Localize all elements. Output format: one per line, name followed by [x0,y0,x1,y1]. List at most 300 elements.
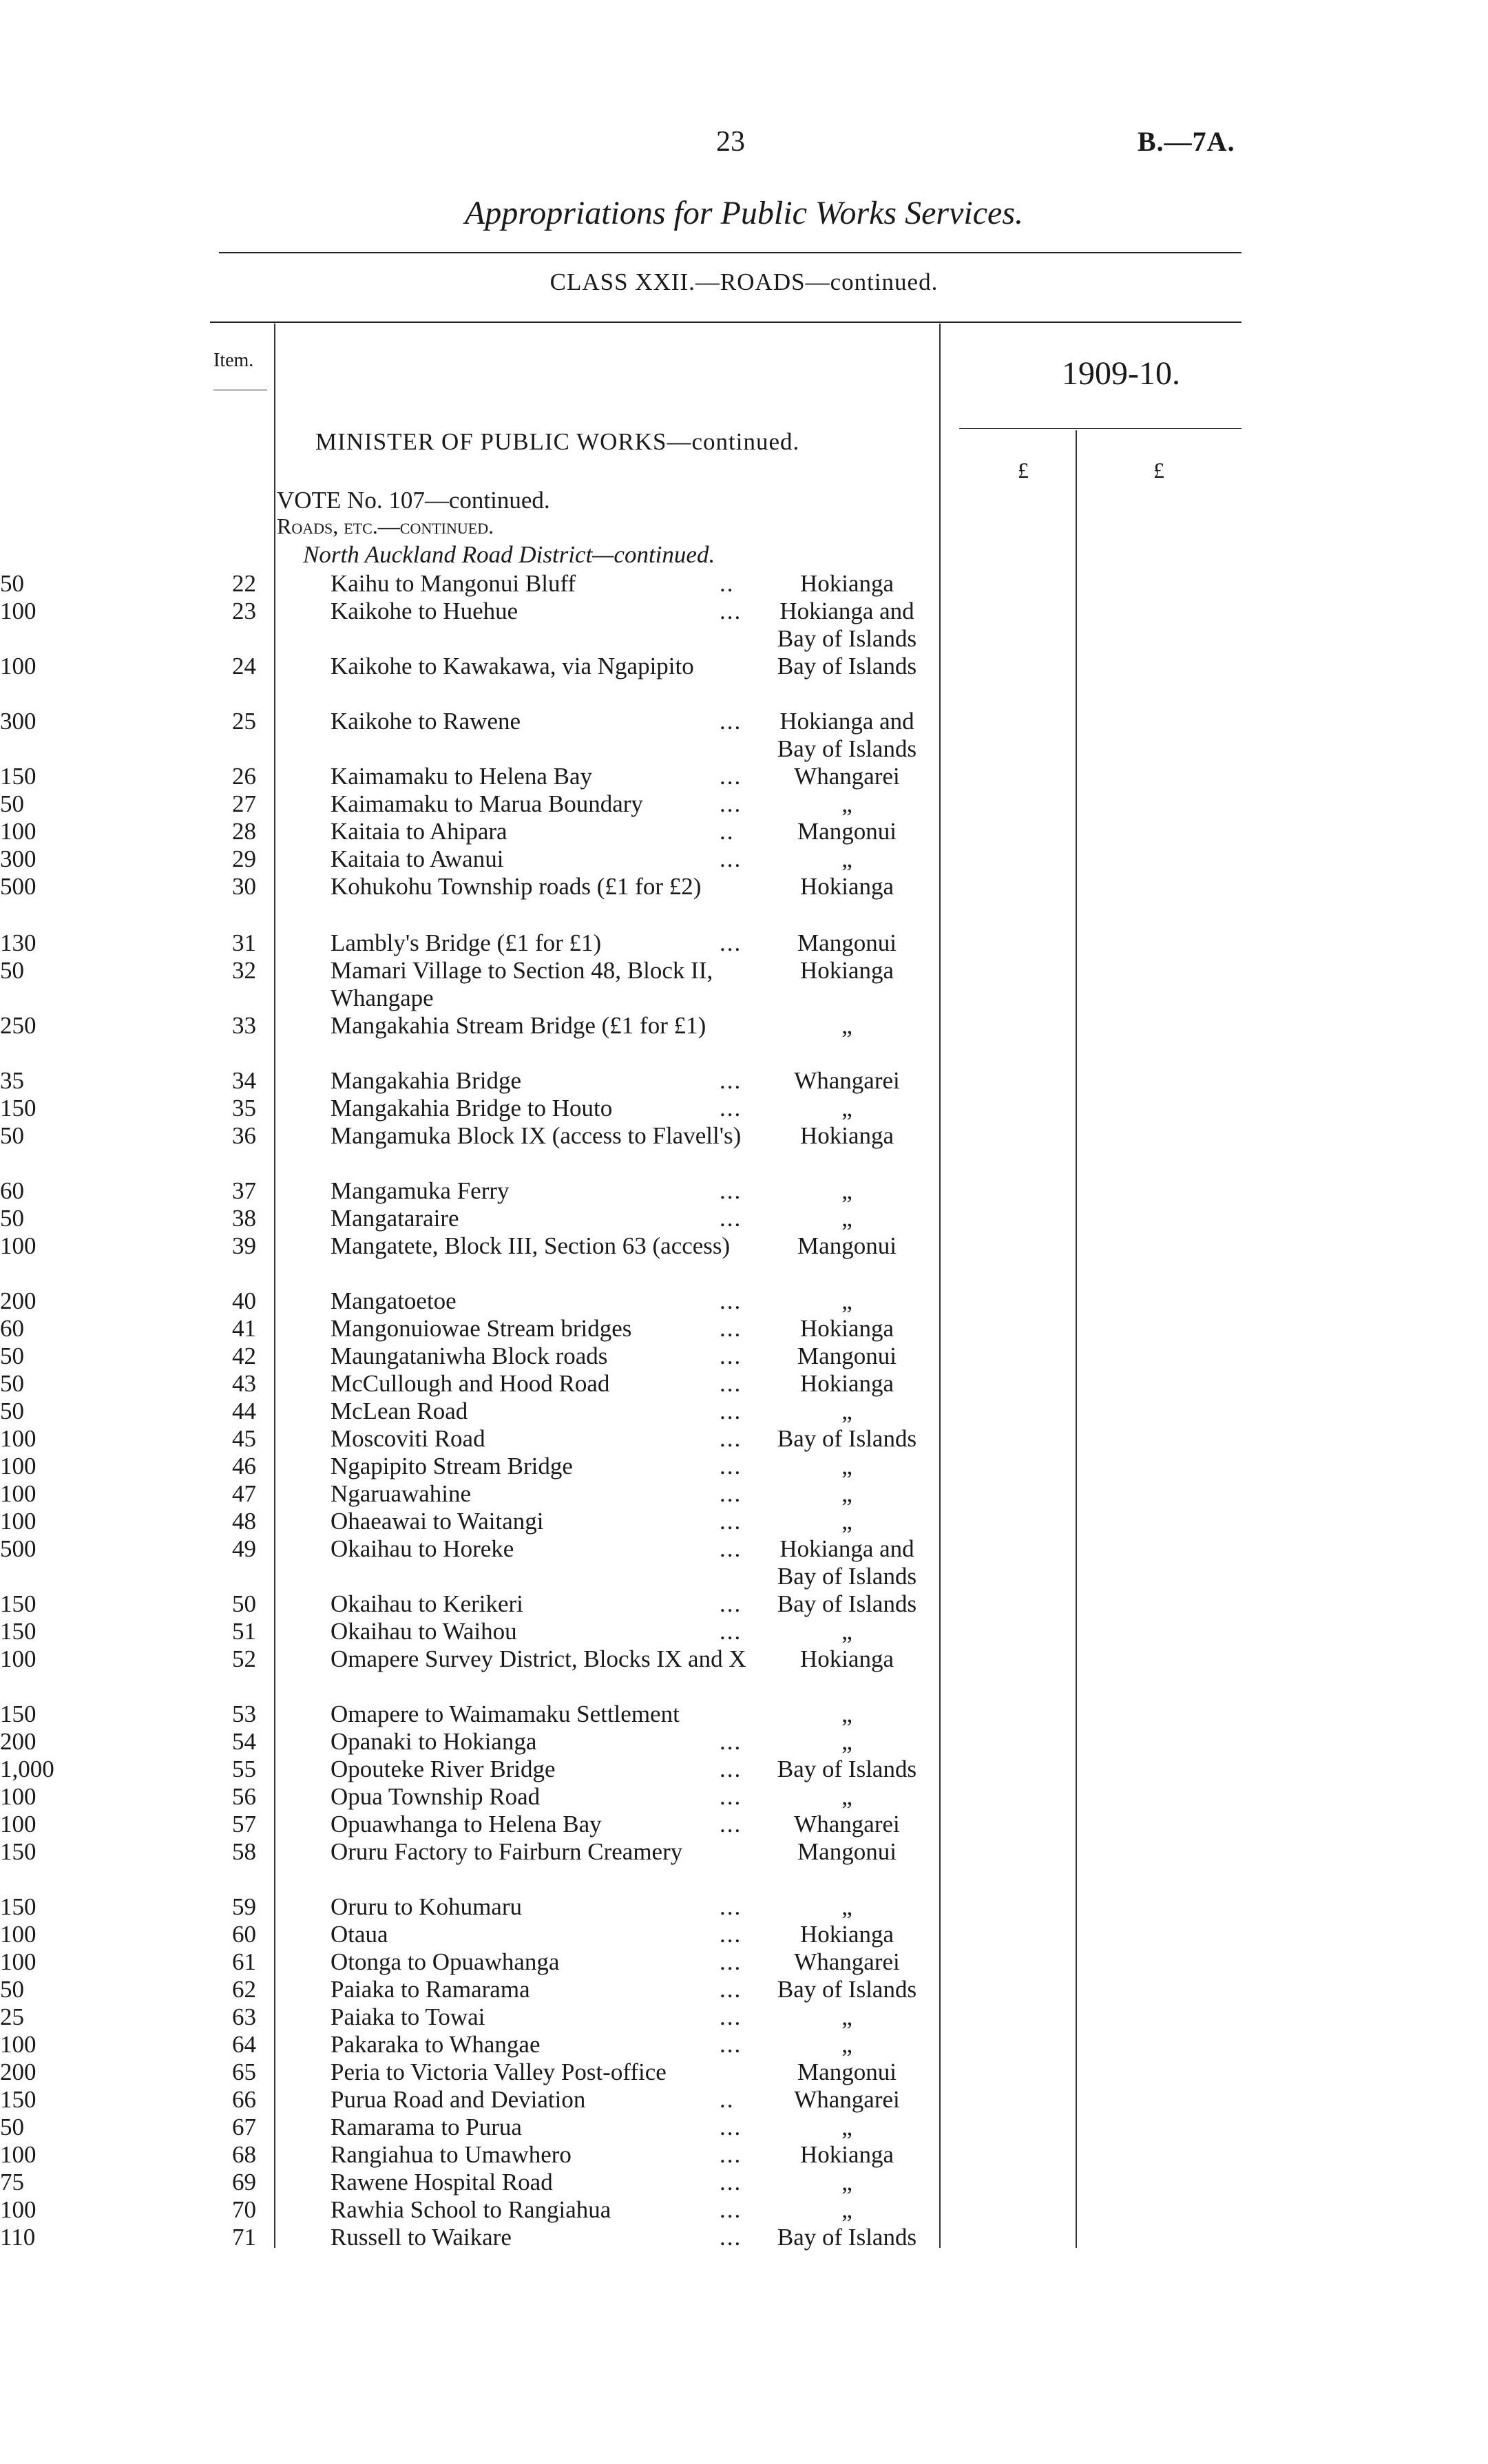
county-name: Whangarei [794,1948,900,1975]
amount: 50 [0,1205,24,1232]
item-number: 64 [232,2031,256,2058]
item-number: 50 [232,1590,256,1617]
amount: 150 [0,2086,36,2113]
leader-dots: ... [720,1067,742,1094]
road-name: Paiaka to Ramarama [331,1976,530,2003]
amount: 100 [0,2031,36,2058]
leader-dots: .. [720,818,735,845]
amount: 150 [0,1893,36,1920]
county-name: „ [841,2169,852,2196]
table-row [0,957,1488,1011]
leader-dots: ... [720,1590,742,1617]
leader-dots: ... [720,1976,742,2003]
document-reference: B.—7A. [1138,126,1235,157]
amount: 200 [0,2058,36,2085]
amount: 25 [0,2003,24,2030]
amount: 200 [0,1728,36,1755]
road-name: Mangamuka Ferry [331,1177,510,1204]
class-heading: CLASS XXII.—ROADS—continued. [549,268,939,295]
amount: 35 [0,1067,24,1094]
pound-sign-2: £ [1153,458,1164,483]
table-row [0,1205,1488,1232]
leader-dots: ... [720,1342,742,1369]
item-number: 39 [232,1232,256,1259]
road-name: Otaua [331,1921,388,1948]
county-name: Mangonui [797,2058,897,2085]
table-row [0,1012,1488,1040]
road-name: Omapere to Waimamaku Settlement [331,1700,680,1727]
table-row [0,1453,1488,1480]
road-name: Ramarama to Purua [331,2114,522,2140]
road-name: Moscoviti Road [331,1425,485,1452]
road-name: Kaimamaku to Helena Bay [331,763,593,790]
amount: 100 [0,1948,36,1975]
amount: 110 [0,2224,36,2251]
leader-dots: ... [720,1425,742,1452]
item-number: 43 [232,1370,256,1397]
item-number: 51 [232,1618,256,1645]
item-number: 63 [232,2003,256,2030]
county-name: Hokianga [799,1370,894,1397]
road-name: Mangatete, Block III, Section 63 (access) [331,1232,731,1259]
amount: 150 [0,763,36,790]
road-name: McLean Road [331,1398,468,1424]
amount: 60 [0,1177,24,1204]
item-number: 54 [232,1728,256,1755]
item-number: 41 [232,1315,256,1342]
county-name: „ [841,1095,852,1122]
county-name: „ [841,1618,852,1645]
road-name: Mamari Village to Section 48, Block II, Whangape [331,957,713,1011]
item-number: 34 [232,1067,256,1094]
table-top-rule [210,322,1241,323]
item-number: 24 [232,653,256,680]
pound-sign-1: £ [1018,458,1029,483]
leader-dots: ... [720,1205,742,1232]
leader-dots: ... [720,1177,742,1204]
county-name: Whangarei [794,2086,900,2113]
road-name: Mangatoetoe [331,1287,457,1314]
table-row [0,1728,1488,1756]
item-number: 53 [232,1700,256,1727]
table-row [0,1535,1488,1590]
table-row [0,1122,1488,1150]
leader-dots: ... [720,1453,742,1480]
amount: 200 [0,1287,36,1314]
table-row [0,2114,1488,2141]
county-name: „ [841,1287,852,1314]
county-name: Mangonui [797,818,897,845]
leader-dots: ... [720,2169,742,2196]
leader-dots: ... [720,1315,742,1342]
table-row [0,2169,1488,2196]
road-name: Kaitaia to Awanui [331,845,504,872]
amount: 150 [0,1095,36,1122]
amount: 50 [0,1370,24,1397]
leader-dots: ... [720,2003,742,2030]
table-row [0,1287,1488,1315]
road-name: Maungataniwha Block roads [331,1342,608,1369]
leader-dots: ... [720,845,742,872]
road-name: Mangakahia Bridge [331,1067,521,1094]
item-number: 61 [232,1948,256,1975]
amount: 75 [0,2169,24,2196]
leader-dots: ... [720,1618,742,1645]
road-name: Paiaka to Towai [331,2003,485,2030]
table-row [0,708,1488,762]
item-number: 55 [232,1756,256,1782]
leader-dots: ... [720,1508,742,1535]
county-name: „ [841,1205,852,1232]
leader-dots: ... [720,1948,742,1975]
item-number: 58 [232,1838,256,1865]
table-row [0,1508,1488,1535]
page-number: 23 [716,126,745,158]
amount: 500 [0,873,36,900]
amount: 250 [0,1012,36,1039]
amount: 100 [0,1453,36,1480]
item-number: 59 [232,1893,256,1920]
road-name: Oruru to Kohumaru [331,1893,523,1920]
item-number: 25 [232,708,256,735]
leader-dots: .. [720,2086,735,2113]
item-number: 69 [232,2169,256,2196]
road-name: Mangakahia Stream Bridge (£1 for £1) [331,1012,706,1039]
county-name: „ [841,1453,852,1480]
table-row [0,1976,1488,2003]
county-name: „ [841,2196,852,2223]
road-name: Oruru Factory to Fairburn Creamery [331,1838,683,1865]
item-number: 68 [232,2141,256,2168]
leader-dots: ... [720,763,742,790]
item-number: 46 [232,1453,256,1480]
item-number: 29 [232,845,256,872]
item-number: 44 [232,1398,256,1424]
table-row [0,1618,1488,1645]
county-name: „ [841,2031,852,2058]
leader-dots: ... [720,708,742,735]
road-name: Peria to Victoria Valley Post-office [331,2058,667,2085]
county-name: „ [841,1728,852,1755]
road-name: Ngapipito Stream Bridge [331,1453,573,1480]
county-name: „ [841,2003,852,2030]
table-row [0,845,1488,873]
item-number: 62 [232,1976,256,2003]
county-name: „ [841,1012,852,1039]
table-row [0,1480,1488,1508]
amount: 150 [0,1618,36,1645]
county-name: „ [841,1700,852,1727]
county-name: „ [841,1783,852,1810]
item-number: 31 [232,929,256,956]
amount: 100 [0,818,36,845]
item-number: 49 [232,1535,256,1562]
leader-dots: ... [720,1095,742,1122]
table-row [0,873,1488,901]
leader-dots: ... [720,1811,742,1838]
leader-dots: ... [720,1756,742,1782]
leader-dots: ... [720,1480,742,1507]
road-name: Mangakahia Bridge to Houto [331,1095,613,1122]
table-row [0,929,1488,957]
leader-dots: ... [720,1921,742,1948]
item-number: 38 [232,1205,256,1232]
road-name: Rawhia School to Rangiahua [331,2196,611,2223]
item-number: 33 [232,1012,256,1039]
road-name: McCullough and Hood Road [331,1370,610,1397]
road-name: Opuawhanga to Helena Bay [331,1811,602,1838]
leader-dots: ... [720,1398,742,1424]
item-number: 32 [232,957,256,984]
table-row [0,1342,1488,1370]
item-column-header: Item. [213,350,254,371]
road-name: Otonga to Opuawhanga [331,1948,560,1975]
amount: 130 [0,929,36,956]
table-row [0,1370,1488,1398]
item-number: 70 [232,2196,256,2223]
amount: 100 [0,1645,36,1672]
county-name: Bay of Islands [777,2224,917,2251]
county-name: „ [841,1177,852,1204]
table-row [0,2224,1488,2251]
county-name: „ [841,2114,852,2140]
item-number: 37 [232,1177,256,1204]
amount: 60 [0,1315,24,1342]
table-row [0,1232,1488,1260]
table-row [0,1398,1488,1425]
county-name: „ [841,845,852,872]
leader-dots: ... [720,1370,742,1397]
page-title: Appropriations for Public Works Services. [464,195,1024,231]
item-number: 56 [232,1783,256,1810]
amount: 50 [0,2114,24,2140]
county-name: Hokianga and Bay of Islands [777,1535,917,1590]
amount: 100 [0,2141,36,2168]
county-name: Mangonui [797,1342,897,1369]
amount: 50 [0,790,24,817]
item-number: 28 [232,818,256,845]
amount: 150 [0,1700,36,1727]
county-name: Hokianga [799,1315,894,1342]
minister-heading: MINISTER OF PUBLIC WORKS—continued. [315,428,800,455]
amount: 500 [0,1535,36,1562]
vote-heading: VOTE No. 107—continued. [277,487,550,514]
item-number: 30 [232,873,256,900]
county-name: Bay of Islands [777,1590,917,1617]
county-name: Hokianga [799,1921,894,1948]
road-name: Mangonuiowae Stream bridges [331,1315,632,1342]
county-name: Hokianga [799,1122,894,1149]
leader-dots: .. [720,570,735,597]
table-row [0,1425,1488,1453]
table-row [0,653,1488,680]
road-name: Lambly's Bridge (£1 for £1) [331,929,602,956]
leader-dots: ... [720,2224,742,2251]
item-number: 35 [232,1095,256,1122]
item-number: 42 [232,1342,256,1369]
table-row [0,1590,1488,1618]
item-number: 52 [232,1645,256,1672]
amount: 100 [0,1811,36,1838]
table-row [0,1095,1488,1122]
item-number: 26 [232,763,256,790]
item-number: 48 [232,1508,256,1535]
road-name: Ohaeawai to Waitangi [331,1508,544,1535]
road-name: Kaimamaku to Marua Boundary [331,790,643,817]
leader-dots: ... [720,1893,742,1920]
county-name: Whangarei [794,763,900,790]
item-number: 22 [232,570,256,597]
table-row [0,2031,1488,2058]
title-rule [219,252,1241,253]
road-name: Kaikohe to Rawene [331,708,521,735]
table-row [0,598,1488,652]
road-name: Rangiahua to Umawhero [331,2141,572,2168]
item-number: 71 [232,2224,256,2251]
roads-heading: Roads, etc.—continued. [277,514,494,538]
road-name: Mangataraire [331,1205,459,1232]
leader-dots: ... [720,2031,742,2058]
road-name: Rawene Hospital Road [331,2169,553,2196]
table-row [0,2086,1488,2114]
table-row [0,1838,1488,1866]
item-number: 40 [232,1287,256,1314]
item-number: 60 [232,1921,256,1948]
item-number: 65 [232,2058,256,2085]
year-header-rule [959,428,1241,429]
item-number: 47 [232,1480,256,1507]
amount: 50 [0,570,24,597]
road-name: Kaikohe to Kawakawa, via Ngapipito [331,653,694,680]
county-name: Mangonui [797,929,897,956]
county-name: Bay of Islands [777,1976,917,2003]
amount: 50 [0,1976,24,2003]
road-name: Opanaki to Hokianga [331,1728,537,1755]
leader-dots: ... [720,2196,742,2223]
item-number: 67 [232,2114,256,2140]
county-name: Mangonui [797,1838,897,1865]
road-name: Kaikohe to Huehue [331,598,518,624]
road-name: Opua Township Road [331,1783,541,1810]
county-name: Hokianga [799,873,894,900]
amount: 100 [0,1480,36,1507]
county-name: Mangonui [797,1232,897,1259]
amount: 300 [0,708,36,735]
leader-dots: ... [720,1728,742,1755]
item-number: 23 [232,598,256,624]
table-row [0,1645,1488,1673]
leader-dots: ... [720,598,742,624]
road-name: Okaihau to Kerikeri [331,1590,523,1617]
county-name: Hokianga [799,2141,894,2168]
table-row [0,818,1488,845]
amount: 100 [0,1921,36,1948]
amount: 150 [0,1838,36,1865]
item-number: 45 [232,1425,256,1452]
county-name: Hokianga [799,957,894,984]
district-heading: North Auckland Road District—continued. [303,541,715,568]
amount: 50 [0,1398,24,1424]
item-number: 57 [232,1811,256,1838]
table-row [0,1893,1488,1921]
leader-dots: ... [720,1287,742,1314]
road-name: Opouteke River Bridge [331,1756,556,1782]
amount: 100 [0,1508,36,1535]
table-row [0,1700,1488,1728]
leader-dots: ... [720,1535,742,1562]
table-row [0,570,1488,598]
table-row [0,1756,1488,1783]
amount: 50 [0,957,24,984]
road-name: Purua Road and Deviation [331,2086,586,2113]
leader-dots: ... [720,2141,742,2168]
table-row [0,1067,1488,1095]
table-row [0,1921,1488,1948]
road-name: Omapere Survey District, Blocks IX and X [331,1645,746,1672]
amount: 1,000 [0,1756,54,1782]
county-name: Bay of Islands [777,1756,917,1782]
road-name: Mangamuka Block IX (access to Flavell's) [331,1122,742,1149]
amount: 50 [0,1342,24,1369]
amount: 50 [0,1122,24,1149]
table-row [0,1783,1488,1811]
table-row [0,1948,1488,1976]
table-row [0,2196,1488,2224]
table-row [0,2058,1488,2086]
amount: 100 [0,1232,36,1259]
amount: 150 [0,1590,36,1617]
county-name: Hokianga and Bay of Islands [777,708,917,762]
road-name: Ngaruawahine [331,1480,472,1507]
item-number: 27 [232,790,256,817]
county-name: „ [841,1480,852,1507]
table-row [0,1315,1488,1342]
item-number: 36 [232,1122,256,1149]
road-name: Kaitaia to Ahipara [331,818,507,845]
table-row [0,1177,1488,1205]
leader-dots: ... [720,929,742,956]
amount: 100 [0,1425,36,1452]
road-name: Kohukohu Township roads (£1 for £2) [331,873,702,900]
table-row [0,2141,1488,2169]
amount: 100 [0,653,36,680]
road-name: Russell to Waikare [331,2224,512,2251]
table-row [0,1811,1488,1838]
road-name: Okaihau to Horeke [331,1535,514,1562]
leader-dots: ... [720,1783,742,1810]
county-name: Whangarei [794,1067,900,1094]
leader-dots: ... [720,2114,742,2140]
year-column-header: 1909-10. [1062,355,1180,392]
amount: 100 [0,1783,36,1810]
county-name: „ [841,1398,852,1424]
county-name: Bay of Islands [777,1425,917,1452]
county-name: Whangarei [794,1811,900,1838]
county-name: Hokianga [799,1645,894,1672]
road-name: Okaihau to Waihou [331,1618,517,1645]
amount: 300 [0,845,36,872]
table-row [0,2003,1488,2031]
county-name: Hokianga [799,570,894,597]
county-name: „ [841,1893,852,1920]
amount: 100 [0,2196,36,2223]
amount: 100 [0,598,36,624]
county-name: „ [841,790,852,817]
table-row [0,763,1488,790]
county-name: Bay of Islands [777,653,917,680]
county-name: „ [841,1508,852,1535]
item-number: 66 [232,2086,256,2113]
